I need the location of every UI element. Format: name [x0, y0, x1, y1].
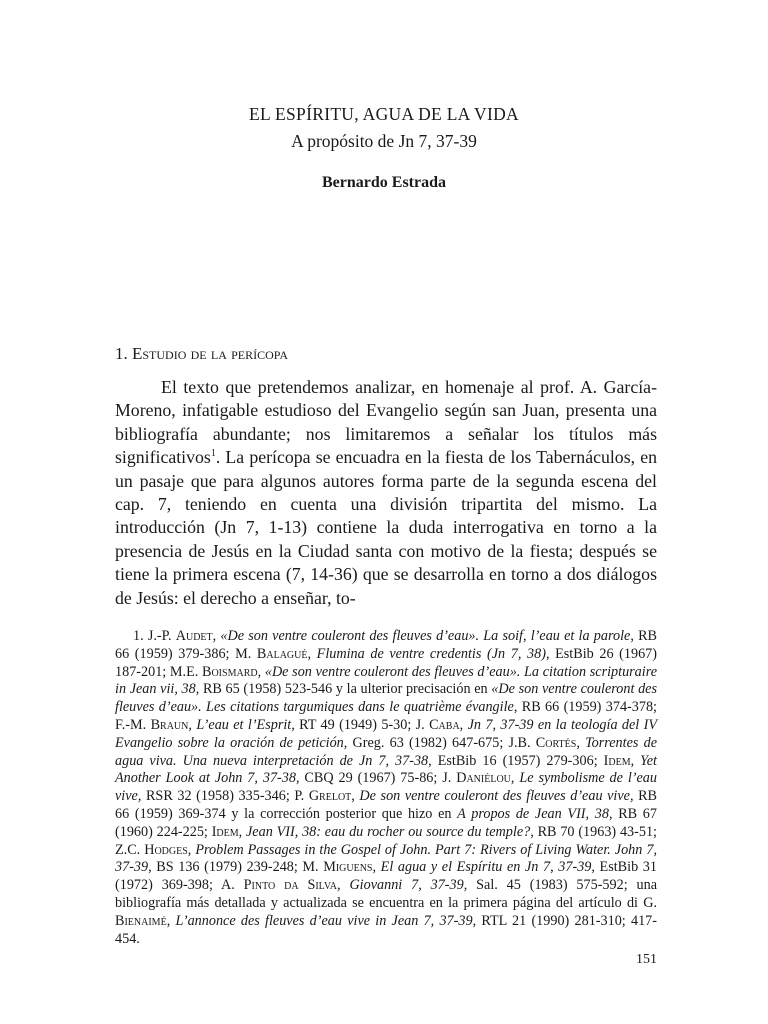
- footnote-text: , EstBib 16 (1957) 279-306;: [428, 752, 604, 769]
- article-subtitle: A propósito de Jn 7, 37-39: [291, 131, 477, 151]
- footnote-text: , RB 65 (1958) 523-546 y la ulterior precisación en: [195, 681, 492, 698]
- section-title: Estudio de la perícopa: [132, 344, 289, 363]
- footnote-text: ,: [212, 628, 221, 644]
- footnote-reference[interactable]: 1: [210, 448, 216, 460]
- footnote-text: , BS 136 (1979) 239-248; M.: [148, 859, 324, 876]
- footnote-text: , RB 66 (1959) 379-386; M.: [115, 628, 658, 662]
- footnote-text: ,: [188, 716, 197, 733]
- footnote-work-title: A propos de Jean VII, 38: [457, 805, 609, 822]
- footnote-author: Bienaimé: [115, 912, 167, 929]
- footnote-text: , RB 66 (1959) 369-374 y la corrección posterior que hizo en: [115, 788, 658, 822]
- footnote-text: ,: [630, 752, 641, 769]
- footnote-text: , RT 49 (1949) 5-30; J.: [291, 716, 430, 733]
- footnote-author: Miguens: [323, 859, 373, 876]
- footnote-text: ,: [257, 663, 265, 680]
- footnote-text: , RB 66 (1959) 374-378; F.-M.: [115, 699, 657, 733]
- footnote-work-title: Yet Another Look at John 7, 37-38: [115, 752, 657, 787]
- footnote-author: Balagué: [256, 645, 308, 662]
- footnote-text: , CBQ 29 (1967) 75-86; J.: [295, 770, 457, 787]
- footnote-author: Cortés: [535, 734, 577, 751]
- footnote-text: ,: [187, 841, 196, 858]
- footnote: [115, 628, 657, 948]
- body-paragraph: [115, 376, 657, 610]
- footnote-text: ,: [238, 823, 246, 840]
- footnote-text: , EstBib 31 (1972) 369-398; A.: [115, 859, 657, 894]
- page-number: 151: [636, 952, 657, 967]
- footnote-work-title: Jn 7, 37-39 en la teología del IV Evangelio sobre la oración de petición: [115, 716, 658, 751]
- footnote-author: Audet: [175, 628, 213, 644]
- footnote-work-title: Problem Passages in the Gospel of John. Part 7: Rivers of Living Water. John 7, 37-39: [115, 841, 657, 876]
- footnote-author: Braun: [150, 716, 189, 733]
- footnote-text: , EstBib 26 (1967) 187-201; M.E.: [115, 645, 657, 680]
- footnote-work-title: Giovanni 7, 37-39: [349, 877, 464, 894]
- footnote-work-title: Le symbolisme de l’eau vive: [115, 770, 657, 805]
- footnote-work-title: Jean VII, 38: eau du rocher ou source du temple?: [246, 823, 531, 840]
- footnote-text: ,: [351, 788, 360, 805]
- footnote-text: ,: [459, 716, 468, 733]
- body-text-part2: . La perícopa se encuadra en la fiesta de los Tabernáculos, en un pasaje que para algunos autores forma parte de la segunda escena del cap. 7, teniendo en cuenta una división tripartita del mismo. La introducción (Jn 7, 1-13) contiene la duda interrogativa en torno a la presencia de Jesús en la Ciudad santa con motivo de la fiesta; después se tiene la primera escena (7, 14-36) que se desarrolla en torno a dos diálogos de Jesús: el derecho a enseñar, to-: [115, 447, 657, 608]
- footnote-author: Idem: [603, 752, 631, 769]
- footnote-text: , RB 70 (1963) 43-51; Z.C.: [115, 823, 657, 858]
- footnote-work-title: «De son ventre couleront des fleuves d’eau». Les citations targumiques dans le quatrième évangile: [115, 681, 657, 716]
- footnote-author: Boismard: [202, 663, 258, 680]
- footnote-text: ,: [510, 770, 520, 787]
- footnote-author: Idem: [211, 823, 239, 840]
- footnote-work-title: Torrentes de agua viva. Una nueva interpretación de Jn 7, 37-38: [115, 734, 657, 769]
- footnote-author: Pinto da Silva: [243, 877, 338, 894]
- footnote-text: , RSR 32 (1958) 335-346; P.: [137, 788, 309, 805]
- footnote-work-title: De son ventre couleront des fleuves d’eau vive: [359, 788, 630, 805]
- footnote-author: Daniélou: [456, 770, 511, 787]
- footnote-text: J.-P.: [143, 628, 176, 644]
- footnote-work-title: «De son ventre couleront des fleuves d’eau». La citation scripturaire in Jean vii, 38: [115, 663, 658, 698]
- footnote-work-title: «De son ventre couleront des fleuves d’eau». La soif, l’eau et la parole: [220, 628, 631, 644]
- footnote-text: ,: [372, 859, 381, 876]
- footnote-work-title: Flumina de ventre credentis (Jn 7, 38): [316, 645, 546, 662]
- section-heading: [115, 344, 288, 364]
- footnote-author: Hodges: [144, 841, 188, 858]
- footnote-text: ,: [576, 734, 586, 751]
- footnote-text: , RB 67 (1960) 224-225;: [115, 805, 657, 840]
- footnote-text: ,: [166, 912, 176, 929]
- footnote-author: Grelot: [308, 788, 352, 805]
- footnote-text: , RTL 21 (1990) 281-310; 417-454.: [115, 912, 657, 947]
- article-author: Bernardo Estrada: [322, 174, 446, 191]
- footnote-work-title: El agua y el Espíritu en Jn 7, 37-39: [380, 859, 592, 876]
- body-text-part1: El texto que pretendemos analizar, en homenaje al prof. A. García-Moreno, infatigable estudioso del Evangelio según san Juan, presenta una bibliografía abundante; nos limitaremos a señalar los títulos más significativos: [115, 377, 657, 468]
- article-title: EL ESPÍRITU, AGUA DE LA VIDA: [249, 104, 519, 124]
- footnote-work-title: L’annonce des fleuves d’eau vive in Jean 7, 37-39: [175, 912, 473, 929]
- footnote-number: 1.: [133, 628, 144, 644]
- footnote-author: Caba: [429, 716, 460, 733]
- footnote-work-title: L’eau et l’Esprit: [196, 716, 292, 733]
- footnote-text: , Sal. 45 (1983) 575-592; una bibliografía más detallada y actualizada se encuentra en la primera página del artículo di G.: [115, 877, 658, 911]
- footnote-text: , Greg. 63 (1982) 647-675; J.B.: [343, 734, 536, 751]
- section-number: 1.: [115, 344, 128, 363]
- footnote-text: ,: [337, 877, 350, 894]
- footnote-text: ,: [307, 645, 317, 662]
